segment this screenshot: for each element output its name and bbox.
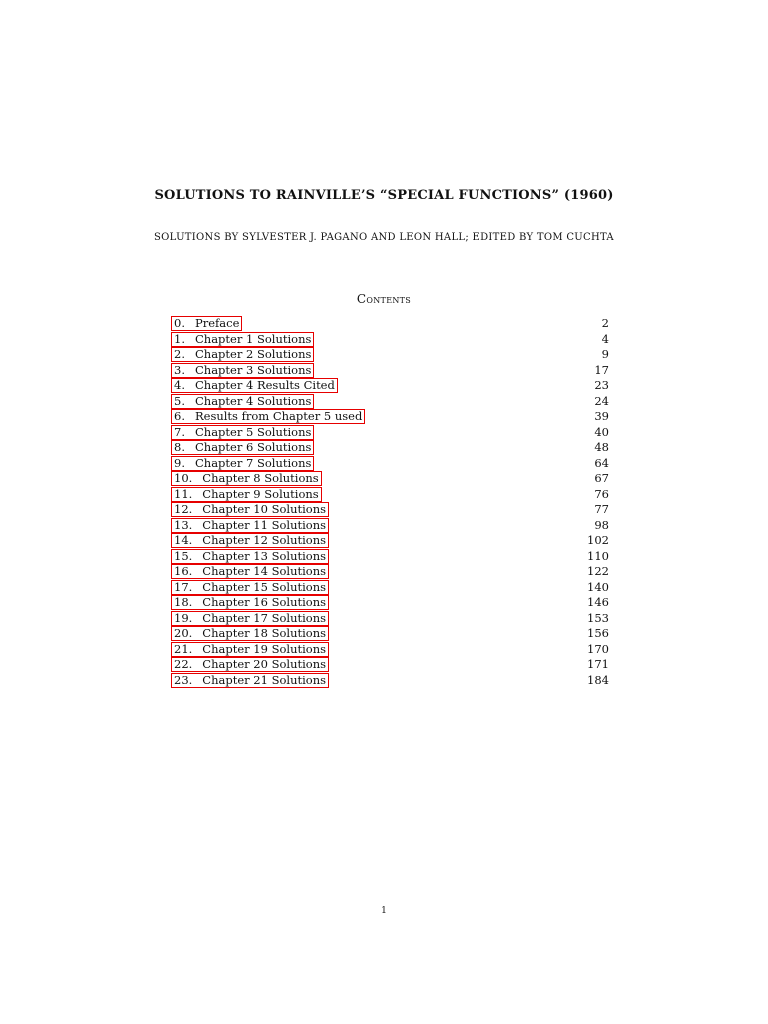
- toc-entry-label: Chapter 10 Solutions: [202, 502, 327, 516]
- toc-row: [171, 487, 609, 503]
- toc-row: [171, 580, 609, 596]
- toc-row: [171, 626, 609, 642]
- toc-entry-number: 14.: [174, 533, 193, 547]
- toc-entry-number: 8.: [174, 440, 185, 454]
- toc-link[interactable]: [171, 425, 314, 440]
- toc-entry-number: 16.: [174, 564, 193, 578]
- toc-link[interactable]: [171, 471, 322, 486]
- toc-link[interactable]: [171, 332, 314, 347]
- toc-link[interactable]: [171, 394, 314, 409]
- toc-row: [171, 394, 609, 410]
- toc-row: [171, 657, 609, 673]
- toc-entry-number: 1.: [174, 331, 185, 346]
- toc-row: [171, 564, 609, 580]
- toc-entry-label: Chapter 12 Solutions: [202, 533, 327, 547]
- toc-link[interactable]: [171, 626, 329, 641]
- toc-link[interactable]: [171, 642, 329, 657]
- toc-link[interactable]: [171, 347, 314, 362]
- toc-entry-label: Chapter 20 Solutions: [202, 657, 327, 671]
- toc-entry-label: Chapter 9 Solutions: [202, 486, 319, 501]
- toc-page-number: 39: [594, 409, 609, 423]
- toc-entry-number: 23.: [174, 672, 193, 687]
- toc-row: [171, 425, 609, 441]
- toc-entry-label: Chapter 15 Solutions: [202, 579, 327, 594]
- toc-entry-label: Chapter 8 Solutions: [202, 471, 319, 485]
- toc-page-number: 76: [594, 486, 609, 501]
- toc-entry-number: 19.: [174, 610, 193, 625]
- toc-page-number: 156: [587, 626, 609, 640]
- toc-entry-label: Chapter 14 Solutions: [202, 564, 327, 578]
- toc-page-number: 153: [587, 610, 609, 625]
- toc-entry-number: 18.: [174, 595, 193, 609]
- toc-entry-label: Chapter 1 Solutions: [194, 331, 312, 346]
- toc-row: [171, 673, 609, 689]
- toc-page-number: 98: [594, 517, 609, 532]
- toc-entry-label: Chapter 21 Solutions: [202, 672, 327, 687]
- toc-link[interactable]: [171, 378, 338, 393]
- toc-row: [171, 378, 609, 394]
- toc-row: [171, 595, 609, 611]
- toc-entry-number: 0.: [174, 316, 185, 330]
- toc-entry-number: 4.: [174, 378, 185, 392]
- toc-entry-number: 22.: [174, 657, 193, 671]
- page-number: 1: [381, 906, 387, 916]
- toc-entry-number: 10.: [174, 471, 193, 485]
- toc-entry-label: Chapter 3 Solutions: [194, 362, 312, 377]
- toc-link[interactable]: [171, 363, 314, 378]
- toc-row: [171, 456, 609, 472]
- toc-entry-label: Chapter 4 Solutions: [194, 393, 312, 408]
- toc-link[interactable]: [171, 440, 314, 455]
- toc-entry-label: Chapter 16 Solutions: [202, 595, 327, 609]
- toc-link[interactable]: [171, 549, 329, 564]
- toc-page-number: 17: [594, 362, 609, 377]
- toc-page-number: 77: [594, 502, 609, 516]
- toc-link[interactable]: [171, 657, 329, 672]
- toc-page-number: 171: [587, 657, 609, 671]
- toc-row: [171, 642, 609, 658]
- toc-row: [171, 409, 609, 425]
- toc-entry-number: 21.: [174, 641, 193, 656]
- toc-entry-label: Chapter 5 Solutions: [194, 424, 312, 439]
- toc-link[interactable]: [171, 502, 329, 517]
- toc-entry-number: 2.: [174, 347, 185, 361]
- toc-entry-number: 12.: [174, 502, 193, 516]
- toc-page-number: 140: [587, 579, 609, 594]
- toc-page-number: 64: [594, 455, 609, 470]
- toc-link[interactable]: [171, 487, 322, 502]
- toc-row: [171, 363, 609, 379]
- toc-link[interactable]: [171, 580, 329, 595]
- toc-entry-label: Chapter 17 Solutions: [202, 610, 327, 625]
- toc-entry-label: Chapter 2 Solutions: [194, 347, 312, 361]
- contents-heading: Contents: [356, 292, 412, 306]
- document-title: SOLUTIONS TO RAINVILLE’S “SPECIAL FUNCTIONS” (1960): [154, 188, 614, 203]
- toc-entry-label: Chapter 11 Solutions: [202, 517, 327, 532]
- toc-row: [171, 502, 609, 518]
- toc-page-number: 2: [601, 316, 609, 330]
- toc-link[interactable]: [171, 611, 329, 626]
- toc-page-number: 102: [587, 533, 609, 547]
- toc-link[interactable]: [171, 456, 314, 471]
- table-of-contents: [171, 316, 609, 688]
- toc-link[interactable]: [171, 595, 329, 610]
- toc-entry-label: Chapter 7 Solutions: [194, 455, 312, 470]
- toc-link[interactable]: [171, 518, 329, 533]
- toc-entry-number: 20.: [174, 626, 193, 640]
- toc-row: [171, 471, 609, 487]
- toc-row: [171, 440, 609, 456]
- toc-link[interactable]: [171, 316, 242, 331]
- toc-link[interactable]: [171, 564, 329, 579]
- toc-page-number: 184: [587, 672, 609, 687]
- authors-line: SOLUTIONS BY SYLVESTER J. PAGANO AND LEON HALL; EDITED BY TOM CUCHTA: [154, 232, 614, 243]
- toc-page-number: 9: [601, 347, 609, 361]
- toc-page-number: 48: [594, 440, 609, 454]
- toc-row: [171, 549, 609, 565]
- toc-entry-label: Chapter 13 Solutions: [202, 548, 327, 563]
- toc-entry-label: Chapter 18 Solutions: [202, 626, 327, 640]
- toc-entry-label: Chapter 4 Results Cited: [194, 378, 335, 392]
- toc-entry-number: 7.: [174, 424, 185, 439]
- toc-row: [171, 611, 609, 627]
- toc-entry-label: Results from Chapter 5 used: [194, 409, 363, 423]
- toc-page-number: 122: [587, 564, 609, 578]
- toc-entry-number: 5.: [174, 393, 185, 408]
- toc-link[interactable]: [171, 673, 329, 688]
- toc-row: [171, 518, 609, 534]
- toc-entry-label: Chapter 19 Solutions: [202, 641, 327, 656]
- toc-entry-label: Preface: [194, 316, 240, 330]
- toc-page-number: 67: [594, 471, 609, 485]
- toc-entry-number: 17.: [174, 579, 193, 594]
- toc-page-number: 4: [601, 331, 609, 346]
- toc-page-number: 170: [587, 641, 609, 656]
- toc-entry-number: 15.: [174, 548, 193, 563]
- toc-link[interactable]: [171, 533, 329, 548]
- toc-entry-number: 3.: [174, 362, 185, 377]
- toc-page-number: 40: [594, 424, 609, 439]
- toc-entry-number: 13.: [174, 517, 193, 532]
- toc-row: [171, 347, 609, 363]
- toc-link[interactable]: [171, 409, 365, 424]
- toc-entry-label: Chapter 6 Solutions: [194, 440, 312, 454]
- toc-page-number: 146: [587, 595, 609, 609]
- toc-row: [171, 316, 609, 332]
- toc-entry-number: 6.: [174, 409, 185, 423]
- toc-row: [171, 533, 609, 549]
- toc-page-number: 24: [594, 393, 609, 408]
- toc-page-number: 110: [587, 548, 609, 563]
- toc-entry-number: 11.: [174, 486, 193, 501]
- toc-page-number: 23: [594, 378, 609, 392]
- toc-entry-number: 9.: [174, 455, 185, 470]
- toc-row: [171, 332, 609, 348]
